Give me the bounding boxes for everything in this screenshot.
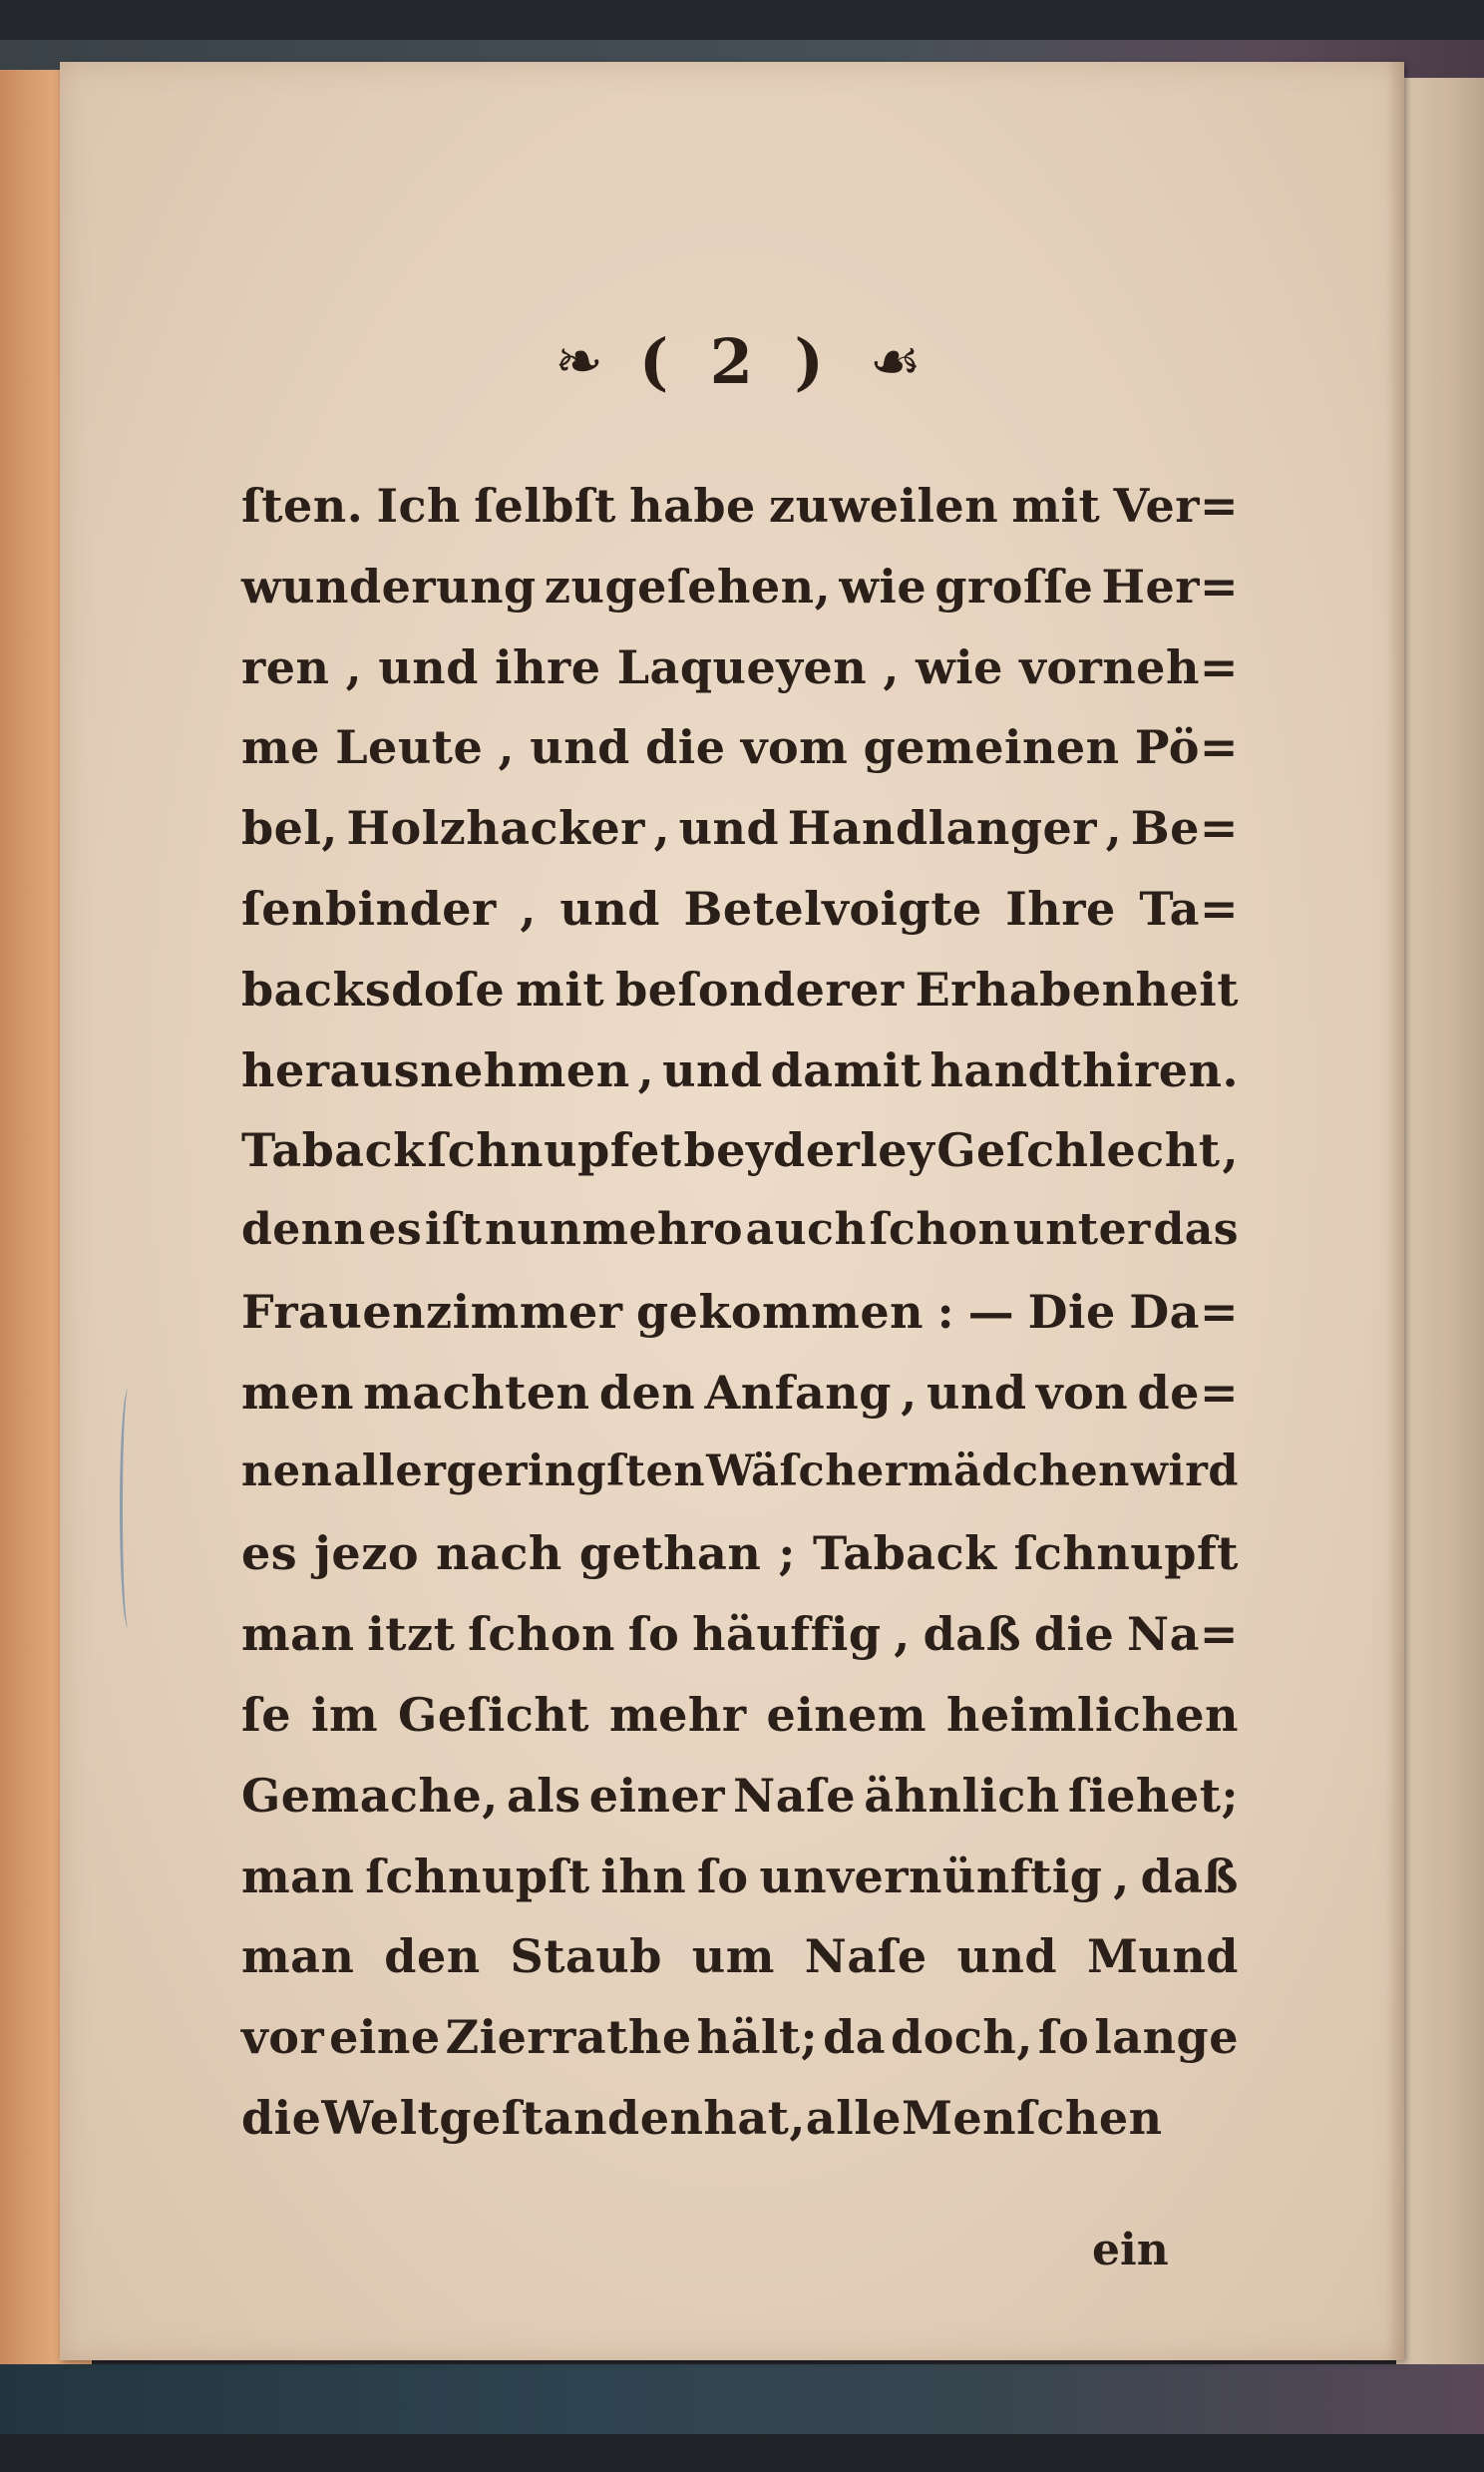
word: man: [241, 1929, 355, 1984]
word: im: [310, 1687, 379, 1742]
word: wird: [1130, 1445, 1239, 1496]
word: vom: [740, 720, 849, 775]
word: wunderung: [241, 559, 537, 614]
page-header: [439, 311, 1037, 411]
word: gekommen: [636, 1284, 925, 1339]
word: als: [506, 1768, 581, 1823]
word: Taback: [241, 1123, 426, 1178]
word: man: [241, 1607, 355, 1662]
word: :: [936, 1284, 955, 1339]
text-line: [241, 1607, 1239, 1688]
word: itzt: [367, 1607, 456, 1662]
word: ähnlich: [864, 1768, 1060, 1823]
word: eine: [329, 2010, 441, 2065]
word: machten: [363, 1365, 590, 1420]
word: ,: [1222, 1123, 1239, 1178]
word: Mund: [1086, 1929, 1239, 1984]
word: ſchnupfet: [427, 1123, 682, 1178]
word: ſo: [1037, 2010, 1090, 2065]
word: ren: [241, 639, 330, 694]
word: Frauenzimmer: [241, 1284, 623, 1339]
text-line: [241, 1446, 1239, 1527]
word: Staub: [510, 1929, 662, 1984]
word: damit: [770, 1042, 923, 1097]
text-line: [241, 479, 1239, 560]
text-line: [241, 1123, 1239, 1204]
word: zugeſehen,: [544, 559, 832, 614]
word: Her=: [1101, 559, 1239, 614]
word: beſonderer: [615, 962, 905, 1017]
word: hat: [703, 2090, 790, 2145]
word: daß: [1140, 1849, 1239, 1903]
word: den: [384, 1929, 481, 1984]
word: allergeringſten: [333, 1445, 706, 1496]
word: —: [967, 1284, 1015, 1339]
word: Laqueyen: [616, 639, 868, 694]
word: Anfang: [704, 1365, 892, 1420]
word: vor: [241, 2010, 325, 2065]
text-line: [241, 640, 1239, 721]
body-text: [241, 479, 1239, 2172]
word: herausnehmen: [241, 1042, 630, 1097]
word: ,: [901, 1365, 918, 1420]
word: ,: [653, 801, 670, 856]
word: ,: [894, 1607, 911, 1662]
page-shadow-edge: [1386, 62, 1404, 2360]
bottom-binding-edge: [0, 2364, 1484, 2434]
word: und: [530, 720, 630, 775]
word: ,: [789, 2090, 806, 2145]
word: men: [241, 1365, 354, 1420]
word: ihn: [600, 1849, 687, 1903]
word: Handlanger: [787, 801, 1098, 856]
word: ,: [520, 881, 537, 936]
word: Taback: [813, 1526, 997, 1581]
word: ,: [1113, 1849, 1130, 1903]
text-line: [241, 1769, 1239, 1850]
word: ,: [345, 639, 363, 694]
word: Naſe: [804, 1929, 928, 1984]
word: Gemache,: [241, 1768, 499, 1823]
stamp-mark: [120, 1389, 137, 1628]
word: Holzhacker: [346, 801, 645, 856]
word: ſchnupſt: [365, 1849, 590, 1903]
word: wie: [839, 559, 928, 614]
word: und: [956, 1929, 1058, 1984]
text-line: [241, 2091, 1239, 2172]
word: heimlichen: [946, 1687, 1239, 1742]
text-line: [241, 720, 1239, 801]
word: ſo: [627, 1607, 680, 1662]
word: ,: [498, 720, 516, 775]
word: ſten.: [241, 479, 364, 533]
right-page-edge: [1396, 78, 1484, 2382]
word: Die: [1027, 1284, 1116, 1339]
word: und: [662, 1042, 763, 1097]
word: jezo: [314, 1526, 419, 1581]
word: Betelvoigte: [683, 881, 982, 936]
word: me: [241, 720, 320, 775]
word: Geſchlecht: [936, 1123, 1221, 1178]
word: ſiehet;: [1068, 1768, 1239, 1823]
word: vorneh=: [1019, 639, 1239, 694]
word: Menſchen: [901, 2090, 1163, 2145]
word: unvernünftig: [759, 1849, 1103, 1903]
word: nach: [436, 1526, 562, 1581]
word: nen: [241, 1445, 333, 1496]
word: Wäſchermädchen: [706, 1445, 1130, 1496]
ornament-right-icon: ☙: [869, 327, 922, 395]
word: mehr: [608, 1687, 747, 1742]
text-line: [241, 1366, 1239, 1446]
word: die: [1033, 1607, 1115, 1662]
text-line: [241, 1850, 1239, 1930]
word: habe: [629, 479, 756, 533]
text-line: [241, 560, 1239, 640]
word: den: [598, 1365, 696, 1420]
word: denn: [241, 1204, 366, 1256]
word: die: [241, 2090, 322, 2145]
word: das: [1153, 1204, 1239, 1256]
word: gethan: [578, 1526, 762, 1581]
word: alle: [805, 2090, 902, 2145]
word: ſelbſt: [474, 479, 616, 533]
word: um: [691, 1929, 775, 1984]
word: ſchon: [869, 1204, 1011, 1256]
text-line: [241, 801, 1239, 882]
word: nunmehro: [484, 1204, 743, 1256]
word: ;: [778, 1526, 796, 1581]
word: Ta=: [1139, 881, 1239, 936]
text-line: [241, 1688, 1239, 1769]
word: es: [241, 1526, 298, 1581]
word: Da=: [1129, 1284, 1239, 1339]
word: ſe: [241, 1687, 292, 1742]
word: von: [1035, 1365, 1129, 1420]
word: iſt: [424, 1204, 483, 1256]
text-line: [241, 1043, 1239, 1124]
word: handthiren.: [929, 1042, 1239, 1097]
book-page: [60, 62, 1404, 2360]
word: und: [378, 639, 479, 694]
word: de=: [1137, 1365, 1239, 1420]
text-line: [241, 1526, 1239, 1607]
text-line: [241, 2010, 1239, 2091]
word: und: [678, 801, 780, 856]
word: ſo: [697, 1849, 749, 1903]
word: bel,: [241, 801, 338, 856]
word: mit: [516, 962, 605, 1017]
word: die: [645, 720, 726, 775]
text-line: [241, 1285, 1239, 1366]
page-number: ( 2 ): [638, 324, 834, 398]
word: einem: [766, 1687, 928, 1742]
word: Leute: [335, 720, 484, 775]
word: hält;: [696, 2010, 819, 2065]
word: man: [241, 1849, 355, 1903]
word: Ich: [376, 479, 461, 533]
word: ,: [883, 639, 900, 694]
text-line: [241, 1204, 1239, 1285]
word: geſtanden: [439, 2090, 704, 2145]
catchword: ein: [1092, 2225, 1169, 2275]
word: Naſe: [733, 1768, 857, 1823]
word: ſchnupft: [1013, 1526, 1239, 1581]
word: ſenbinder: [241, 881, 497, 936]
word: mit: [1011, 479, 1101, 533]
word: Ver=: [1113, 479, 1239, 533]
word: und: [927, 1365, 1027, 1420]
word: Ihre: [1005, 881, 1116, 936]
word: Na=: [1127, 1607, 1239, 1662]
word: gemeinen: [863, 720, 1120, 775]
word: beyderley: [683, 1123, 935, 1178]
word: unter: [1012, 1204, 1151, 1256]
word: Zierrathe: [445, 2010, 692, 2065]
word: es: [368, 1204, 423, 1256]
ornament-left-icon: ❧: [555, 327, 603, 395]
word: zuweilen: [769, 479, 999, 533]
word: lange: [1094, 2010, 1239, 2065]
word: da: [823, 2010, 887, 2065]
word: daß: [923, 1607, 1022, 1662]
word: auch: [745, 1204, 867, 1256]
word: ,: [1105, 801, 1123, 856]
word: doch,: [891, 2010, 1033, 2065]
word: ihre: [495, 639, 601, 694]
word: Welt: [321, 2090, 440, 2145]
word: ſchon: [468, 1607, 615, 1662]
word: einer: [588, 1768, 725, 1823]
word: Erhabenheit: [915, 962, 1239, 1017]
word: und: [559, 881, 660, 936]
word: Be=: [1130, 801, 1239, 856]
text-line: [241, 882, 1239, 963]
text-line: [241, 1929, 1239, 2010]
word: häuffig: [692, 1607, 882, 1662]
word: Geſicht: [398, 1687, 590, 1742]
word: groſſe: [934, 559, 1094, 614]
word: wie: [916, 639, 1003, 694]
word: ,: [637, 1042, 655, 1097]
word: Pö=: [1134, 720, 1239, 775]
text-line: [241, 963, 1239, 1043]
word: backsdoſe: [241, 962, 506, 1017]
